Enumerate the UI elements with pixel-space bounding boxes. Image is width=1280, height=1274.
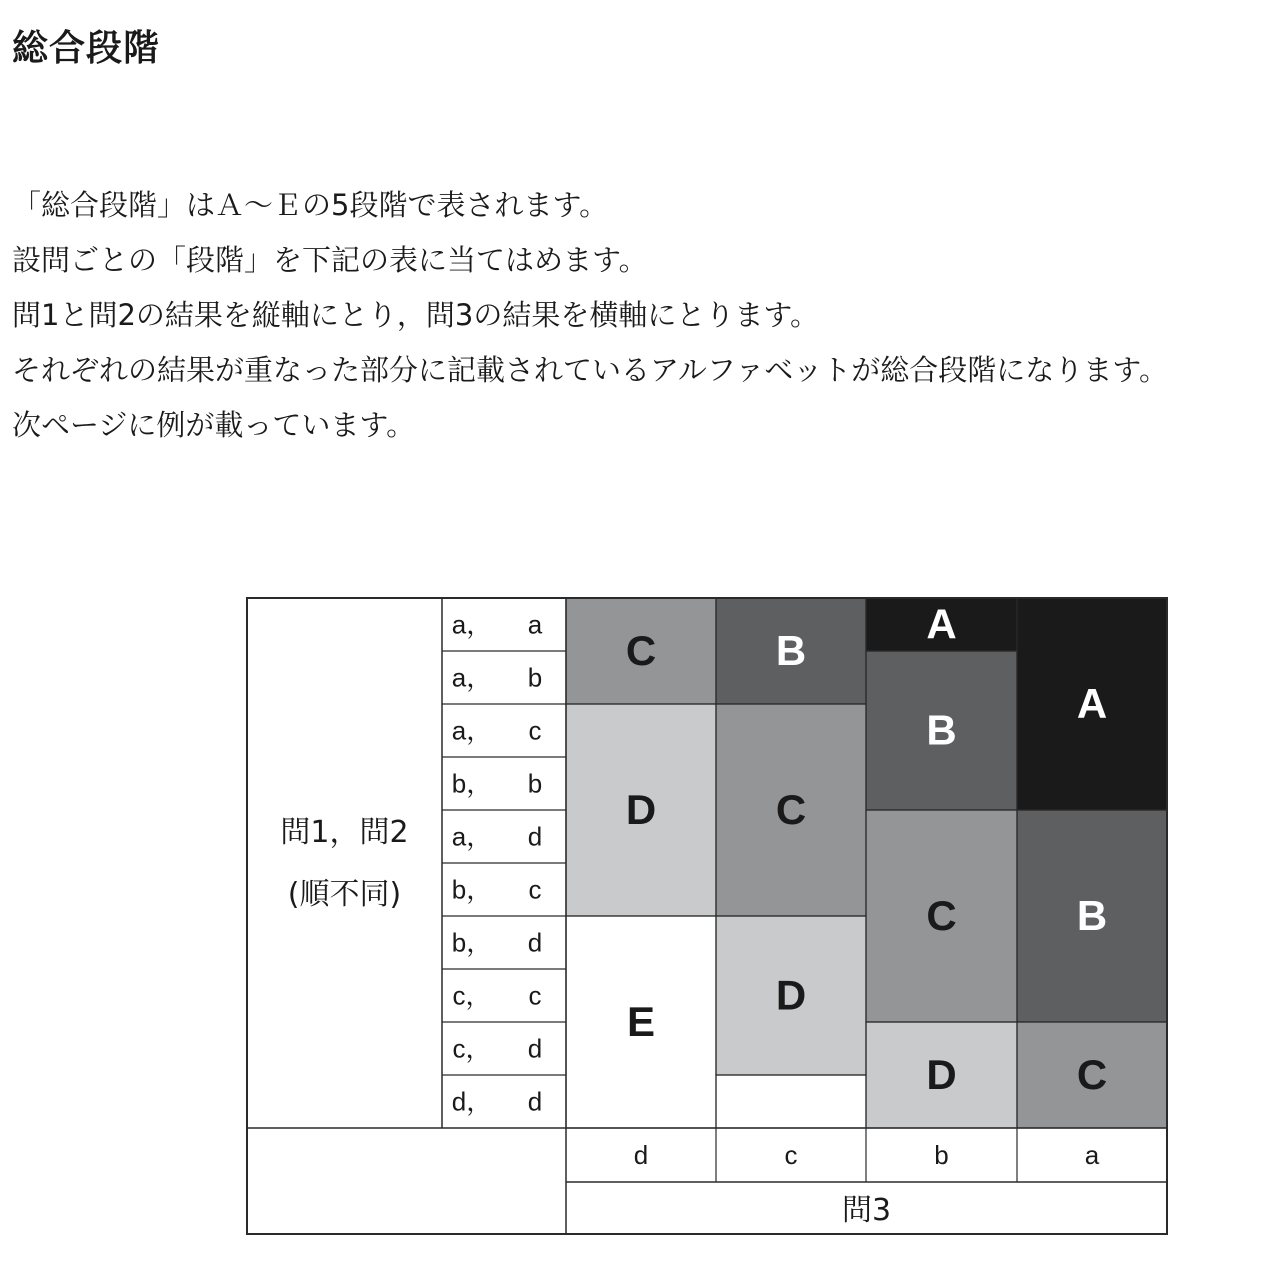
description-line-2: 設問ごとの「段階」を下記の表に当てはめます。: [12, 243, 648, 277]
column-label: d: [633, 1140, 649, 1170]
grade-label: C: [926, 892, 957, 939]
row-label: d: [527, 821, 543, 852]
row-label: b: [527, 662, 543, 693]
grade-label: D: [926, 1051, 957, 1098]
grade-label: E: [626, 998, 656, 1045]
description-line-3: 問1と問2の結果を縦軸にとり，問3の結果を横軸にとります。: [12, 298, 820, 332]
y-axis-sublabel: (順不同): [287, 877, 402, 912]
grade-label: C: [775, 786, 807, 833]
row-label: a: [527, 609, 543, 640]
column-label: a: [1084, 1140, 1100, 1170]
grade-label: C: [1076, 1051, 1108, 1098]
row-label: a，: [451, 609, 493, 640]
row-label: d: [527, 1033, 543, 1064]
y-axis-label: 問1，問2: [280, 815, 409, 850]
row-label: c: [528, 980, 542, 1011]
row-label: d: [527, 927, 543, 958]
column-label: c: [784, 1140, 798, 1170]
description-line-1: 「総合段階」はＡ～Ｅの5段階で表されます。: [12, 188, 609, 222]
grade-label: A: [1076, 680, 1108, 727]
grade-label: A: [926, 600, 957, 648]
column-label: b: [934, 1140, 949, 1170]
row-label: d，: [451, 1086, 493, 1117]
row-label: d: [527, 1086, 543, 1117]
row-label: c，: [452, 1033, 492, 1064]
description-line-4: それぞれの結果が重なった部分に記載されているアルファベットが総合段階になります。: [12, 353, 1168, 387]
row-label: c: [528, 715, 542, 746]
x-axis-label: 問3: [841, 1193, 892, 1228]
row-label: c，: [452, 980, 492, 1011]
row-label: a，: [451, 821, 493, 852]
row-label: a，: [451, 715, 493, 746]
row-label: c: [528, 874, 542, 905]
grade-label: D: [625, 786, 657, 833]
grade-label: B: [926, 706, 957, 754]
row-label: b，: [451, 874, 493, 905]
row-label: b: [527, 768, 543, 799]
row-label: a，: [451, 662, 493, 693]
row-label: b，: [451, 927, 493, 958]
row-label: b，: [451, 768, 493, 799]
grade-region-e-col-c: [716, 1075, 866, 1128]
description-line-5: 次ページに例が載っています。: [12, 408, 416, 442]
grade-label: C: [625, 627, 657, 674]
page-title: 総合段階: [12, 28, 161, 69]
grade-label: D: [775, 971, 807, 1019]
grade-label: B: [1076, 892, 1108, 939]
grade-label: B: [775, 627, 807, 674]
